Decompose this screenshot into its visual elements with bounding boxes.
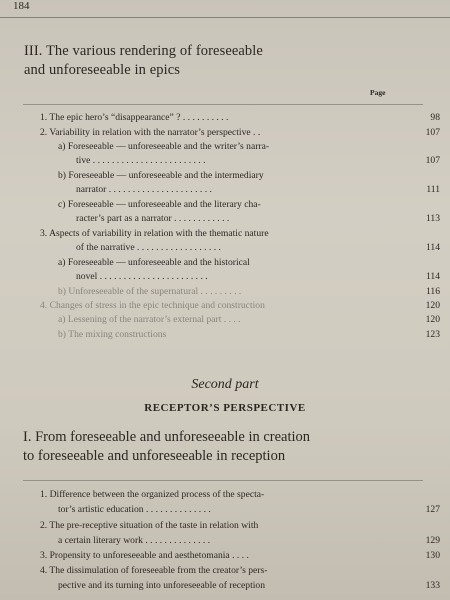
- toc-entry: narrator . . . . . . . . . . . . . . . . . . . . . .: [76, 184, 212, 195]
- toc-entry: a certain literary work . . . . . . . . . . . . . .: [58, 535, 211, 546]
- toc-page: 120: [425, 314, 440, 325]
- toc-page: 113: [425, 213, 440, 224]
- toc-entry: 4. The dissimulation of foreseeable from the creator’s pers-: [40, 565, 268, 576]
- toc-entry: 4. Changes of stress in the epic technique and construction: [40, 300, 265, 311]
- section-title-line-1: III. The various rendering of foreseeable: [24, 43, 263, 59]
- part-heading: RECEPTOR’S PERSPECTIVE: [144, 402, 306, 414]
- toc-page: 127: [425, 504, 440, 515]
- toc-page: 107: [425, 155, 440, 166]
- toc-page: 111: [426, 184, 440, 195]
- section-title-iii: [24, 42, 424, 80]
- toc-entry: racter’s part as a narrator . . . . . . . . . . . .: [76, 213, 230, 224]
- top-rule: [0, 17, 450, 18]
- toc-entry: b) Unforeseeable of the supernatural . . . . . . . . .: [58, 286, 242, 297]
- toc-entry: 3. Propensity to unforeseeable and aesthetomania . . . .: [40, 550, 249, 561]
- toc-page: 114: [425, 271, 440, 282]
- section-title-line-2: and unforeseeable in epics: [24, 62, 180, 78]
- toc-divider-1: [23, 104, 423, 105]
- toc-entry: novel . . . . . . . . . . . . . . . . . . . . . . .: [76, 271, 208, 282]
- toc-page: 129: [425, 535, 440, 546]
- toc-page: 114: [425, 242, 440, 253]
- toc-entry: b) The mixing constructions: [58, 329, 167, 340]
- page-column-label: Page: [370, 88, 386, 97]
- toc-divider-2: [23, 480, 423, 481]
- section-title-i: [23, 428, 443, 466]
- toc-page: 130: [425, 550, 440, 561]
- toc-page: 120: [425, 300, 440, 311]
- toc-entry: b) Foreseeable — unforeseeable and the intermediary: [58, 170, 264, 181]
- section-title-line-2: to foreseeable and unforeseeable in reception: [23, 448, 286, 464]
- toc-entry: of the narrative . . . . . . . . . . . . . . . . . .: [76, 242, 221, 253]
- section-title-line-1: I. From foreseeable and unforeseeable in creation: [23, 429, 311, 445]
- toc-page: 133: [425, 580, 440, 591]
- toc-entry: 2. Variability in relation with the narrator’s perspective . .: [40, 127, 261, 138]
- toc-entry: 1. The epic hero’s “disappearance” ? . . . . . . . . . .: [40, 112, 229, 123]
- toc-entry: 3. Aspects of variability in relation with the thematic nature: [40, 228, 269, 239]
- toc-page: 116: [425, 286, 440, 297]
- toc-entry: tor’s artistic education . . . . . . . . . . . . . .: [58, 504, 211, 515]
- toc-entry: tive . . . . . . . . . . . . . . . . . . . . . . . .: [76, 155, 206, 166]
- toc-page: 107: [425, 127, 440, 138]
- toc-entry: a) Lessening of the narrator’s external part . . . .: [58, 314, 241, 325]
- toc-entry: 1. Difference between the organized process of the specta-: [40, 489, 265, 500]
- toc-entry: a) Foreseeable — unforeseeable and the writer’s narra-: [58, 141, 270, 152]
- part-label: Second part: [191, 377, 259, 392]
- page-number: 184: [13, 0, 30, 12]
- toc-entry: c) Foreseeable — unforeseeable and the literary cha-: [58, 199, 261, 210]
- toc-entry: 2. The pre-receptive situation of the taste in relation with: [40, 520, 259, 531]
- toc-entry: a) Foreseeable — unforeseeable and the historical: [58, 257, 250, 268]
- toc-entry: pective and its turning into unforeseeable of reception: [58, 580, 265, 591]
- toc-page: 98: [430, 112, 440, 123]
- toc-page: 123: [425, 329, 440, 340]
